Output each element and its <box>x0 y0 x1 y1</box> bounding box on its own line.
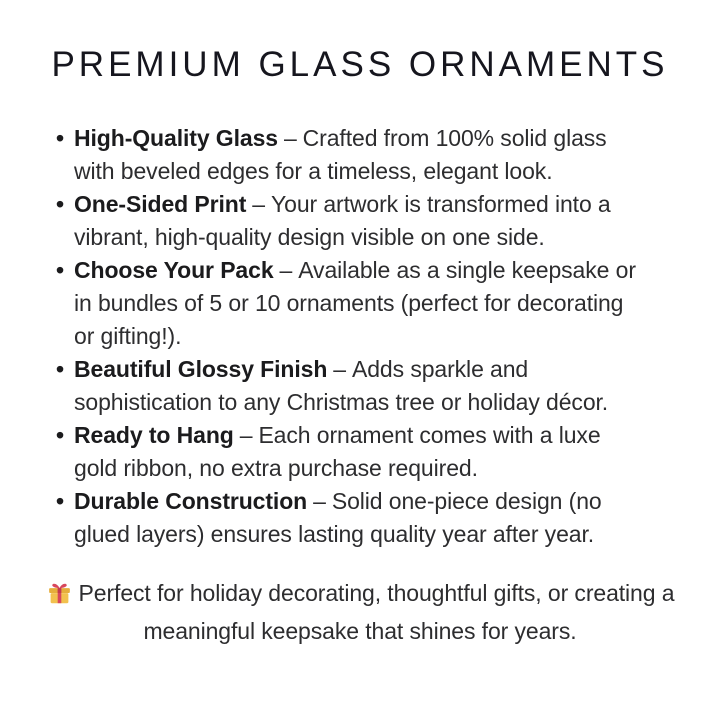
feature-item-glossy-finish <box>56 353 648 419</box>
feature-item-choose-your-pack <box>56 254 648 353</box>
feature-text: Available as a single keepsake or in bundles of 5 or 10 ornaments (perfect for decorating or gifting!). <box>74 257 636 349</box>
feature-separator: – <box>313 488 326 514</box>
feature-text: Each ornament comes with a luxe gold ribbon, no extra purchase required. <box>74 422 601 481</box>
feature-label: One-Sided Print <box>74 191 247 217</box>
feature-label: High-Quality Glass <box>74 125 278 151</box>
feature-separator: – <box>283 125 297 151</box>
feature-separator: – <box>279 257 293 283</box>
page-title: PREMIUM GLASS ORNAMENTS <box>51 45 669 84</box>
feature-text: Crafted from 100% solid glass with beveled edges for a timeless, elegant look. <box>74 125 607 184</box>
footer-text: Perfect for holiday decorating, thoughtful gifts, or creating a meaningful keepsake that shines for years. <box>78 580 675 644</box>
feature-label: Durable Construction <box>74 488 308 514</box>
feature-text: Your artwork is transformed into a vibrant, high-quality design visible on one side. <box>74 191 611 250</box>
feature-separator: – <box>252 191 265 217</box>
feature-text: Adds sparkle and sophistication to any Christmas tree or holiday décor. <box>74 356 609 415</box>
feature-label: Choose Your Pack <box>74 257 274 283</box>
feature-item-durable-construction <box>56 485 648 551</box>
feature-separator: – <box>239 422 253 448</box>
footer-note <box>36 577 684 648</box>
feature-label: Beautiful Glossy Finish <box>74 356 328 382</box>
gift-icon <box>46 579 73 615</box>
feature-label: Ready to Hang <box>74 422 234 448</box>
feature-text: Solid one-piece design (no glued layers) ensures lasting quality year after year. <box>74 488 602 547</box>
feature-list <box>56 122 648 551</box>
feature-item-ready-to-hang <box>56 419 648 485</box>
feature-item-high-quality-glass <box>56 122 648 188</box>
feature-item-one-sided-print <box>56 188 648 254</box>
feature-separator: – <box>333 356 346 382</box>
